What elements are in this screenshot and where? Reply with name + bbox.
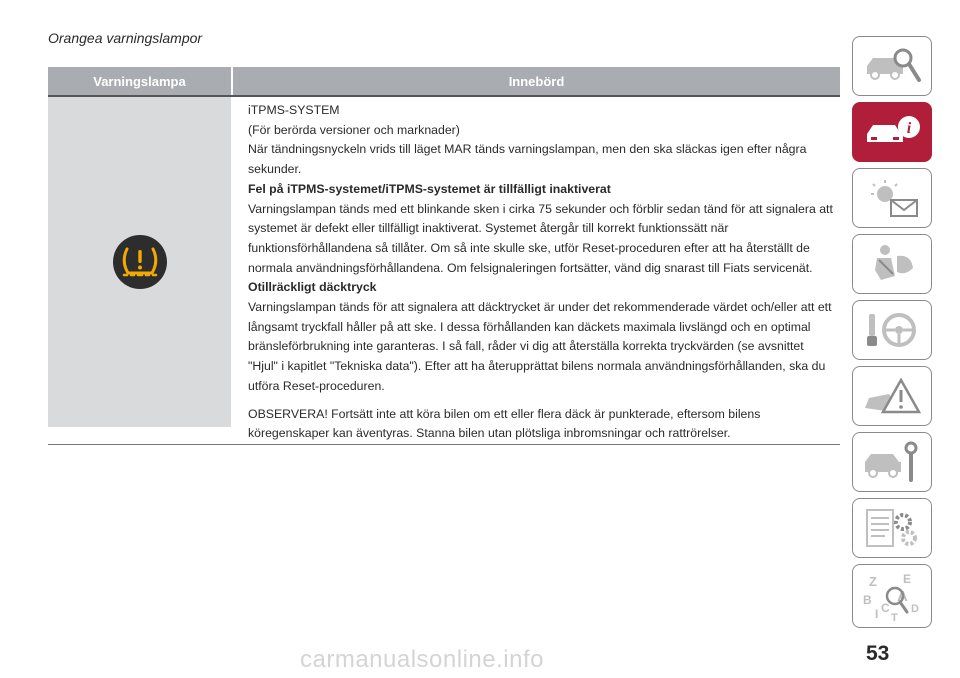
- tab-technical-data[interactable]: [852, 498, 932, 558]
- index-letter-e: E: [903, 572, 912, 586]
- car-search-icon: [861, 44, 923, 88]
- index-letter-c: C: [881, 601, 890, 615]
- watermark: carmanualsonline.info: [300, 646, 544, 673]
- warning-lights-mail-icon: [861, 176, 923, 220]
- tab-emergency[interactable]: [852, 366, 932, 426]
- specs-gears-icon: [861, 506, 923, 550]
- tab-maintenance[interactable]: [852, 432, 932, 492]
- tab-warning-lights[interactable]: [852, 168, 932, 228]
- tab-car-info[interactable]: [852, 102, 932, 162]
- car-wrench-icon: [861, 440, 923, 484]
- index-letter-b: B: [863, 593, 872, 607]
- index-letter-t: T: [891, 612, 898, 622]
- index-letter-z: Z: [869, 574, 877, 589]
- low-pressure-heading: Otillräckligt däcktryck: [248, 280, 377, 295]
- svg-text:i: i: [906, 120, 912, 137]
- tpms-warning-icon: [113, 235, 167, 289]
- car-info-icon: [861, 110, 923, 154]
- index-letter-d: D: [911, 603, 919, 615]
- fault-description: Varningslampan tänds med ett blinkande sken i cirka 75 sekunder och förblir sedan tänd för att signalera att systemet är defekt eller tillfälligt inaktiverat. Systemet återgår till korrekt funktionssätt när funktionsförhållandena så tillåter. Om så inte skulle ske, utför Reset-proceduren efter att ha återställt de normala användningsförhållandena. Om felsignaleringen fortsätter, vänd dig snarast till Fiats servicenät.: [248, 201, 833, 275]
- key-steering-wheel-icon: [861, 308, 923, 352]
- tab-starting-driving[interactable]: [852, 300, 932, 360]
- page-number: 53: [866, 642, 890, 665]
- ignition-description: När tändningsnyckeln vrids till läget MAR tänds varningslampan, men den ska släckas igen efter några sekunder.: [248, 142, 807, 177]
- applicability-note: (För berörda versioner och marknader): [248, 122, 460, 137]
- table-header: [48, 67, 840, 95]
- tab-car-search[interactable]: [852, 36, 932, 96]
- car-crash-warning-icon: [861, 374, 923, 418]
- icon-cell: [48, 97, 231, 427]
- tab-index[interactable]: [852, 564, 932, 628]
- warning-lights-table: [48, 67, 840, 445]
- tab-safety[interactable]: [852, 234, 932, 294]
- section-title: Orangea varningslampor: [48, 30, 203, 46]
- system-name: iTPMS-SYSTEM: [248, 103, 340, 117]
- seat-airbag-icon: [861, 242, 923, 286]
- low-pressure-description: Varningslampan tänds för att signalera att däcktrycket är under det rekommenderade värdet och/eller att ett långsamt tryckfall håller på att ske. I dessa förhållanden kan däckets maximala livslängd och en optimal bränsleförbrukning inte garanteras. I så fall, råder vi dig att återställa korrekta tryckvärden (se avsnittet "Hjul" i kapitlet "Tekniska data"). Efter att ha återupprättat bilens normala användningsförhållanden, ska du utföra Reset-proceduren.: [248, 300, 832, 393]
- alphabet-index-icon: [861, 570, 923, 622]
- index-letter-i: I: [875, 607, 879, 621]
- fault-heading: Fel på iTPMS-systemet/iTPMS-systemet är tillfälligt inaktiverat: [248, 181, 611, 196]
- index-letter-a: A: [897, 588, 908, 605]
- table-bottom-border: [48, 444, 840, 445]
- header-warning-lamp: Varningslampa: [93, 73, 186, 89]
- warning-note: OBSERVERA! Fortsätt inte att köra bilen om ett eller flera däck är punkterade, eftersom bilens köregenskaper kan äventyras. Stanna bilen utan plötsliga inbromsningar och rattrörelser.: [248, 406, 761, 441]
- table-row: [48, 97, 840, 444]
- meaning-cell: [231, 97, 840, 444]
- header-meaning: Innebörd: [231, 67, 840, 95]
